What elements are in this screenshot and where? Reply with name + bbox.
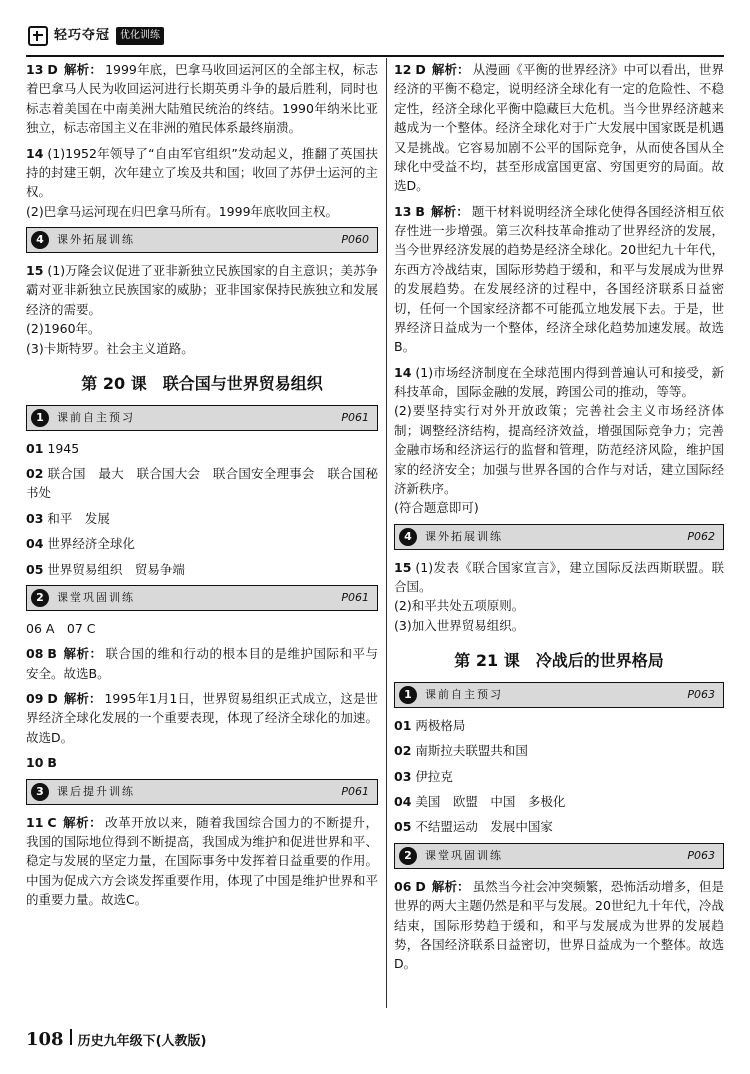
page-header: [28, 26, 164, 46]
answer-01-right: 01 两极格局: [394, 717, 466, 733]
answer-06-07: 06 A 07 C: [26, 620, 96, 636]
answer-12: 12 D 解析： 从漫画《平衡的世界经济》中可以看出，世界经济的平衡不稳定，说明经济全球化有一定的危险性、不稳定性，经济全球化平衡中隐藏巨大危机。当今世界经济越来越成为一个整体。经济全球化对于广大发展中国家既是机遇又是挑战。它容易加剧不公平的国际竞争，从而使各国从全球化中受益不均，甚至形成富国更富、穷国更穷的局面。故选D。: [394, 62, 724, 194]
answer-09: 09 D 解析： 1995年1月1日，世界贸易组织正式成立，这是世界经济全球化发展的一个重要表现，体现了经济全球化的加速。故选D。: [26, 691, 378, 745]
section-bar-preview-right: 1 课前自主预习 P063: [394, 682, 724, 708]
brand-logo-icon: [28, 26, 48, 46]
answer-14-left: 14 (1)1952年领导了“自由军官组织”发动起义，推翻了英国扶持的封建王朝，次年建立了埃及共和国；收回了苏伊士运河的主权。 (2)巴拿马运河现在归巴拿马所有。1999年底收回主权。: [26, 145, 378, 219]
page-number: 108: [26, 1029, 64, 1050]
section-bar-preview: 1 课前自主预习 P061: [26, 405, 378, 431]
answer-14-right: 14 (1)市场经济制度在全球范围内得到普遍认可和接受，新科技革命，国际金融的发展，跨国公司的推动，等等。 (2)要坚持实行对外开放政策；完善社会主义市场经济体制；调整经济结构，提高经济效益，增强国际竞争力；完善金融市场和经济运行的监督和管理，防范经济风险，维护国家的经济安全；加强与世界各国的合作与对话，建立国际经济新秩序。 (符合题意即可): [394, 364, 724, 516]
answer-05: 05 世界贸易组织 贸易争端: [26, 561, 185, 577]
section-bar-extension: 4 课外拓展训练 P060: [26, 227, 378, 253]
brand-subtitle: 优化训练: [116, 27, 164, 45]
answer-15-right: 15 (1)发表《联合国家宣言》，建立国际反法西斯联盟。联合国。 (2)和平共处五项原则。 (3)加入世界贸易组织。: [394, 559, 724, 633]
right-column: [394, 60, 724, 980]
answer-02: 02 联合国 最大 联合国大会 联合国安全理事会 联合国秘书处: [26, 466, 378, 501]
section-bar-consolidation-right: 2 课堂巩固训练 P063: [394, 843, 724, 869]
column-divider: [386, 58, 387, 1008]
left-column: [26, 60, 378, 915]
footer-separator: [70, 1029, 72, 1045]
answer-03: 03 和平 发展: [26, 510, 110, 526]
header-rule: [26, 55, 724, 57]
answer-10: 10 B: [26, 755, 57, 771]
lesson-21-title: 第 21 课 冷战后的世界格局: [454, 651, 664, 671]
answer-08: 08 B 解析： 联合国的维和行动的根本目的是维护国际和平与安全。故选B。: [26, 646, 378, 681]
book-title: 历史九年级下(人教版): [77, 1034, 207, 1049]
answer-15-left: 15 (1)万隆会议促进了亚非新独立民族国家的自主意识；美苏争霸对亚非新独立民族国家的威胁；亚非国家保持民族独立和发展经济的需要。 (2)1960年。 (3)卡斯特罗。社会主义道路。: [26, 263, 378, 356]
answer-11: 11 C 解析： 改革开放以来，随着我国综合国力的不断提升，我国的国际地位得到不断提高，我国成为维护和促进世界和平、稳定与发展的坚定力量，在国际事务中发挥着日益重要的作用。中国为促成六方会谈发挥重要作用，体现了中国是维护世界和平的重要力量。故选C。: [26, 814, 378, 908]
section-bar-consolidation: 2 课堂巩固训练 P061: [26, 585, 378, 611]
answer-05-right: 05 不结盟运动 发展中国家: [394, 819, 553, 835]
answer-03-right: 03 伊拉克: [394, 768, 453, 784]
lesson-20-title: 第 20 课 联合国与世界贸易组织: [81, 373, 323, 393]
section-bar-improvement: 3 课后提升训练 P061: [26, 779, 378, 805]
answer-01: 01 1945: [26, 440, 80, 456]
brand-name: 轻巧夺冠: [54, 28, 111, 43]
answer-04: 04 世界经济全球化: [26, 536, 135, 552]
answer-04-right: 04 美国 欧盟 中国 多极化: [394, 794, 566, 810]
answer-02-right: 02 南斯拉夫联盟共和国: [394, 743, 528, 759]
answer-13-left: 13 D 解析： 1999年底，巴拿马收回运河区的全部主权，标志着巴拿马人民为收回运河进行长期英勇斗争的最后胜利，同时也标志着美国在中南美洲大陆殖民统治的终结。1990年纳米比亚独立，标志帝国主义在非洲的殖民体系最终崩溃。: [26, 62, 378, 136]
section-bar-extension-right: 4 课外拓展训练 P062: [394, 524, 724, 550]
answer-06-right: 06 D 解析： 虽然当今社会冲突频繁，恐怖活动增多，但是世界的两大主题仍然是和平与发展。20世纪九十年代，冷战结束，国际形势趋于缓和，和平与发展成为世界的发展趋势，各国经济联系日益密切，世界日益成为一个整体。故选D。: [394, 878, 724, 972]
answer-13-right: 13 B 解析： 题干材料说明经济全球化使得各国经济相互依存性进一步增强。第三次科技革命推动了世界经济的发展，当今世界经济发展的趋势是经济全球化。20世纪九十年代，东西方冷战结束，国际形势趋于缓和，和平与发展成为世界的发展趋势。在发展经济的过程中，各国经济联系日益密切，任何一个国家经济都不可能孤立地发展下去。于是，世界经济日益成为一个整体，经济全球化趋势加速发展。故选B。: [394, 203, 724, 355]
page-footer: [26, 1026, 206, 1054]
